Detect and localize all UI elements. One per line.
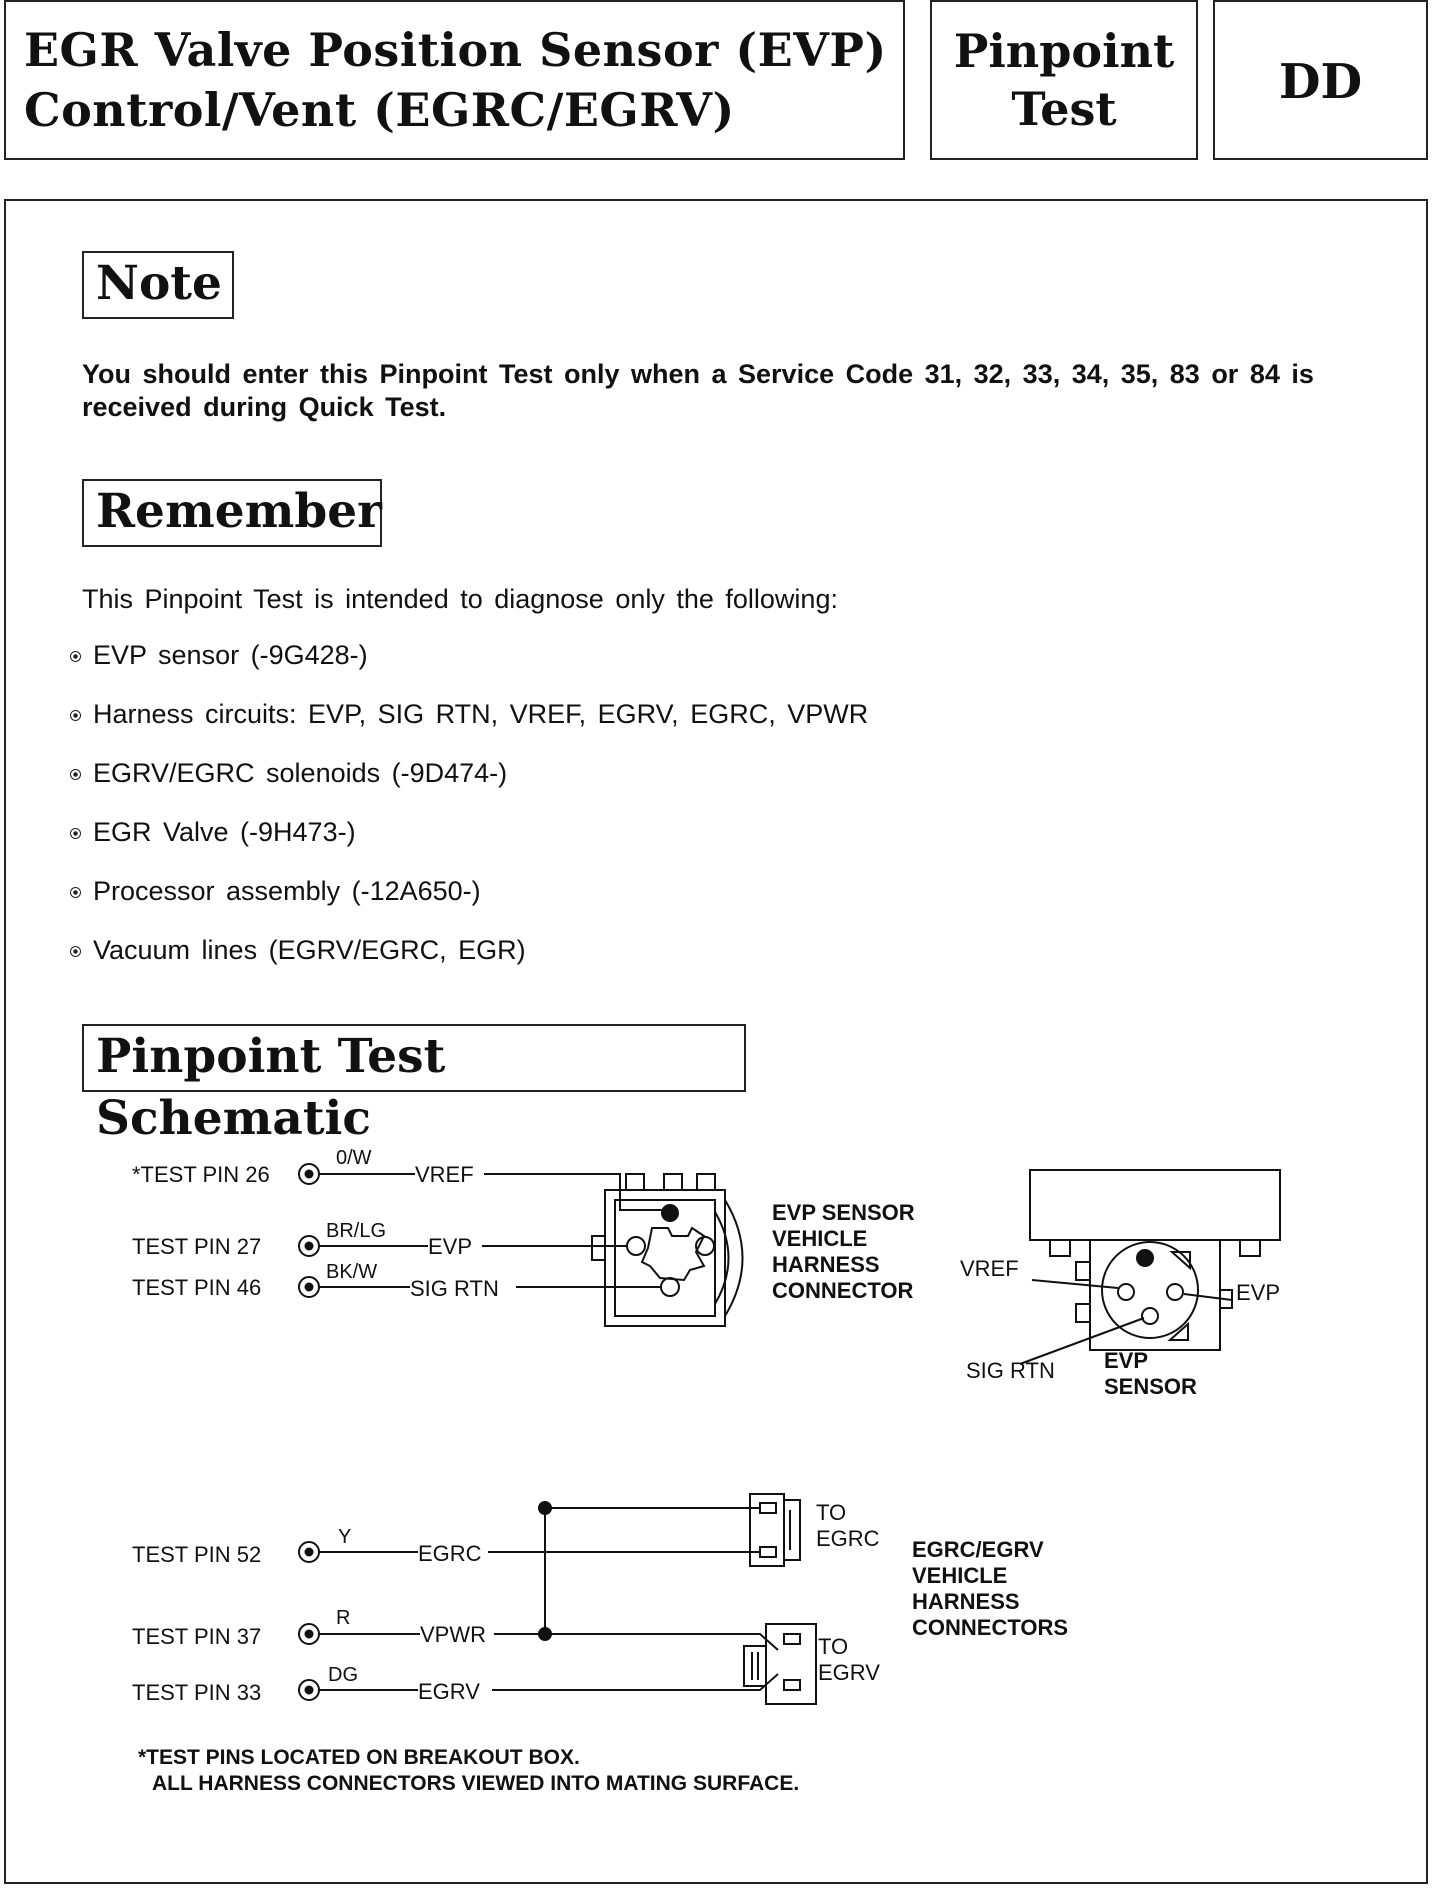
- test-pin-socket-icon: [299, 1680, 319, 1700]
- to-egrc-line-1: TO: [816, 1500, 847, 1525]
- test-pin-27-label: TEST PIN 27: [132, 1234, 262, 1259]
- svg-text:HARNESS: HARNESS: [772, 1252, 880, 1277]
- to-egrv-line-1: TO: [818, 1634, 849, 1659]
- test-pin-33-label: TEST PIN 33: [132, 1680, 262, 1705]
- evp-connector-label: [772, 1200, 915, 1303]
- list-item: EVP sensor (-9G428-): [66, 640, 868, 699]
- wire-vpwr-end: [494, 1634, 778, 1650]
- test-pin-socket-icon: [299, 1624, 319, 1644]
- egrc-connector-icon: [750, 1494, 800, 1566]
- list-item: Harness circuits: EVP, SIG RTN, VREF, EGRV, EGRC, VPWR: [66, 699, 868, 758]
- schematic-heading: Pinpoint Test Schematic: [82, 1024, 746, 1092]
- wire-vref-end: [484, 1174, 670, 1210]
- schematic-footnote: [138, 1746, 799, 1795]
- splice-dot-icon: [539, 1502, 551, 1514]
- remember-heading: Remember: [82, 479, 382, 547]
- sensor-evp-label: EVP: [1236, 1280, 1281, 1305]
- test-pin-37-label: TEST PIN 37: [132, 1624, 262, 1649]
- svg-text:EVP: EVP: [1104, 1348, 1149, 1373]
- list-item: Vacuum lines (EGRV/EGRC, EGR): [66, 935, 868, 994]
- wire-color-y: Y: [338, 1526, 352, 1548]
- svg-text:CONNECTOR: CONNECTOR: [772, 1278, 914, 1303]
- title-line-2: Control/Vent (EGRC/EGRV): [24, 83, 735, 137]
- test-pin-socket-icon: [299, 1236, 319, 1256]
- evp-leader: [1184, 1294, 1232, 1300]
- wire-egrv-end: [492, 1674, 778, 1690]
- list-item: Processor assembly (-12A650-): [66, 876, 868, 935]
- to-egrc-line-2: EGRC: [816, 1526, 880, 1551]
- svg-text:VEHICLE: VEHICLE: [912, 1563, 1008, 1588]
- circuit-evp: EVP: [428, 1234, 473, 1259]
- svg-text:EGRC/EGRV: EGRC/EGRV: [912, 1537, 1044, 1562]
- test-pin-52-label: TEST PIN 52: [132, 1542, 262, 1567]
- circuit-sig-rtn: SIG RTN: [410, 1276, 499, 1301]
- test-pin-socket-icon: [299, 1542, 319, 1562]
- wire-color-r: R: [336, 1607, 351, 1629]
- evp-harness-connector-icon: [592, 1174, 743, 1326]
- egr-connectors-label: [912, 1537, 1068, 1640]
- svg-text:*TEST PINS LOCATED ON BREAKOUT: *TEST PINS LOCATED ON BREAKOUT BOX.: [138, 1746, 580, 1769]
- note-heading: Note: [82, 251, 234, 319]
- test-pin-socket-icon: [299, 1164, 319, 1184]
- svg-text:VEHICLE: VEHICLE: [772, 1226, 868, 1251]
- svg-text:SENSOR: SENSOR: [1104, 1374, 1197, 1399]
- splice-dot-icon: [539, 1628, 551, 1640]
- circuit-vpwr: VPWR: [420, 1622, 486, 1647]
- egrv-connector-icon: [744, 1624, 816, 1704]
- remember-intro: This Pinpoint Test is intended to diagnose only the following:: [82, 584, 838, 614]
- sensor-vref-label: VREF: [960, 1256, 1019, 1281]
- vref-leader: [1032, 1280, 1118, 1288]
- list-item: EGRV/EGRC solenoids (-9D474-): [66, 758, 868, 817]
- wire-color-bk-w: BK/W: [326, 1261, 378, 1283]
- evp-sensor-icon: [1030, 1170, 1280, 1350]
- svg-text:CONNECTORS: CONNECTORS: [912, 1615, 1069, 1640]
- svg-text:ALL HARNESS CONNECTORS VIEWED: ALL HARNESS CONNECTORS VIEWED INTO MATING SURFACE.: [152, 1772, 800, 1795]
- svg-text:HARNESS: HARNESS: [912, 1589, 1020, 1614]
- wire-color-br-lg: BR/LG: [326, 1220, 387, 1242]
- test-label: Test: [1011, 82, 1117, 136]
- to-egrv-line-2: EGRV: [818, 1660, 880, 1685]
- sensor-sig-rtn-label: SIG RTN: [966, 1358, 1055, 1383]
- wire-color-dg: DG: [328, 1664, 358, 1686]
- test-pin-46-label: TEST PIN 46: [132, 1275, 262, 1300]
- wire-color-0w: 0/W: [336, 1147, 372, 1169]
- title-line-1: EGR Valve Position Sensor (EVP): [24, 23, 887, 77]
- list-item: EGR Valve (-9H473-): [66, 817, 868, 876]
- test-code: DD: [1278, 54, 1363, 110]
- evp-sensor-label: [1104, 1348, 1197, 1399]
- test-pin-26-label: *TEST PIN 26: [132, 1162, 270, 1187]
- svg-text:EVP SENSOR: EVP SENSOR: [772, 1200, 915, 1225]
- test-pin-socket-icon: [299, 1277, 319, 1297]
- circuit-egrv: EGRV: [418, 1679, 480, 1704]
- note-text: You should enter this Pinpoint Test only when a Service Code 31, 32, 33, 34, 35, 83 or 84 is received during Quick Test.: [82, 359, 1314, 422]
- circuit-egrc: EGRC: [418, 1541, 482, 1566]
- circuit-vref: VREF: [415, 1162, 474, 1187]
- pinpoint-label: Pinpoint: [953, 24, 1175, 78]
